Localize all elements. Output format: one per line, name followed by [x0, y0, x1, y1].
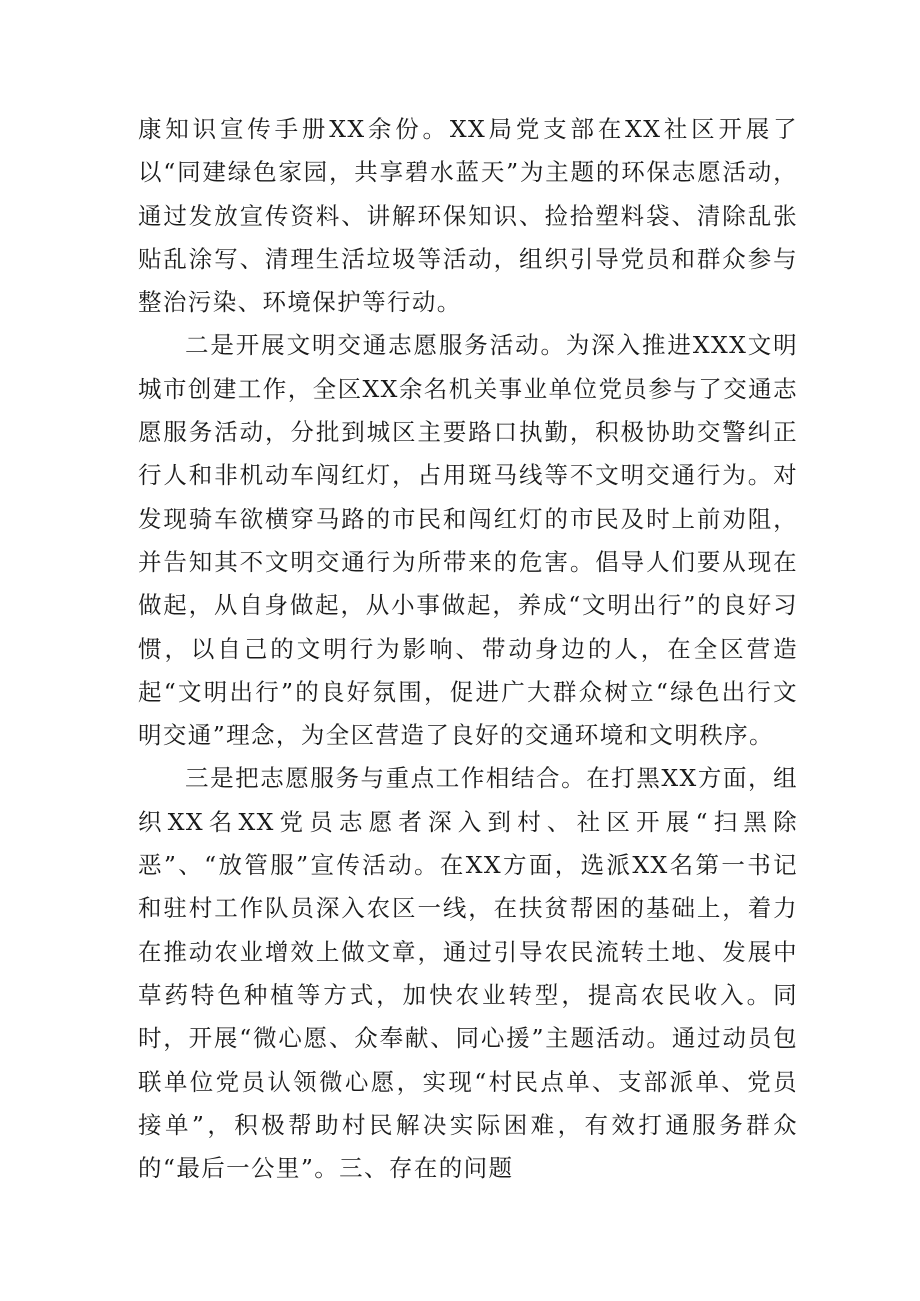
paragraph-1-continuation: 康知识宣传手册XX余份。XX局党支部在XX社区开展了以“同建绿色家园，共享碧水蓝天”为主题的环保志愿活动，通过发放宣传资料、讲解环保知识、捡拾塑料袋、清除乱张贴乱涂写、清理生活垃圾等活动，组织引导党员和群众参与整治污染、环境保护等行动。 — [138, 115, 798, 317]
document-body — [138, 108, 798, 1190]
paragraph-2-civilized-traffic: 二是开展文明交通志愿服务活动。为深入推进XXX文明城市创建工作，全区XX余名机关事业单位党员参与了交通志愿服务活动，分批到城区主要路口执勤，积极协助交警纠正行人和非机动车闯红灯，占用斑马线等不文明交通行为。对发现骑车欲横穿马路的市民和闯红灯的市民及时上前劝阻，并告知其不文明交通行为所带来的危害。倡导人们要从现在做起，从自身做起，从小事做起，养成“文明出行”的良好习惯，以自己的文明行为影响、带动身边的人，在全区营造起“文明出行”的良好氛围，促进广大群众树立“绿色出行文明交通”理念，为全区营造了良好的交通环境和文明秩序。 — [138, 331, 798, 750]
paragraph-3-key-work: 三是把志愿服务与重点工作相结合。在打黑XX方面，组织XX名XX党员志愿者深入到村、社区开展“扫黑除恶”、“放管服”宣传活动。在XX方面，选派XX名第一书记和驻村工作队员深入农区一线，在扶贫帮困的基础上，着力在推动农业增效上做文章，通过引导农民流转土地、发展中草药特色种植等方式，加快农业转型，提高农民收入。同时，开展“微心愿、众奉献、同心援”主题活动。通过动员包联单位党员认领微心愿，实现“村民点单、支部派单、党员接单”，积极帮助村民解决实际困难，有效打通服务群众的“最后一公里”。三、存在的问题 — [138, 764, 798, 1183]
